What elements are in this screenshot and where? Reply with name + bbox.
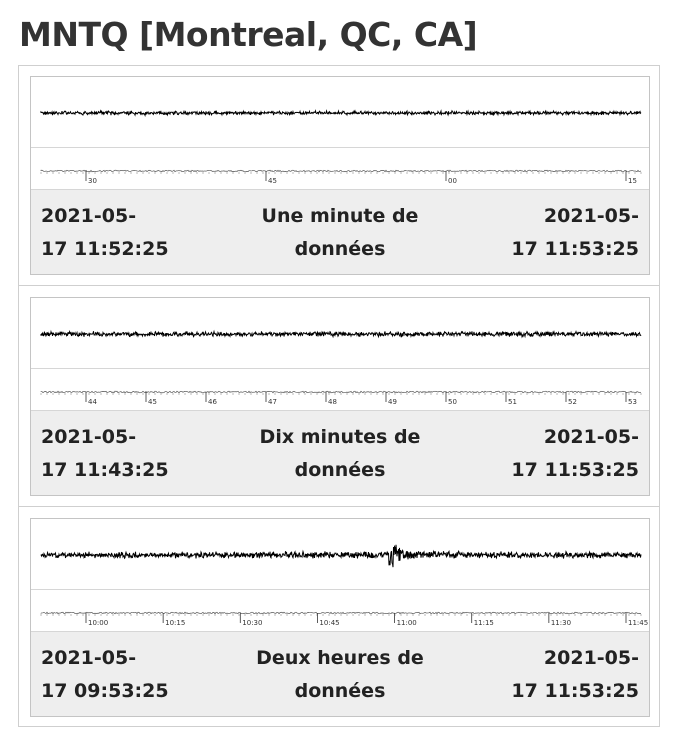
- tick-label: 10:00: [88, 619, 109, 627]
- duration-label: [231, 200, 449, 266]
- duration-label-line1: Dix minutes de: [259, 426, 421, 448]
- duration-label-line2: données: [294, 238, 386, 260]
- duration-label: [231, 642, 449, 708]
- start-clock: 17 11:43:25: [41, 459, 169, 481]
- tick-label: 51: [508, 398, 517, 406]
- seismogram-panel-two-hours: [19, 508, 659, 728]
- duration-label-line1: Deux heures de: [256, 647, 424, 669]
- end-time: [489, 200, 639, 266]
- tick-label: 44: [88, 398, 97, 406]
- seismogram-plot[interactable]: [31, 77, 649, 189]
- seismogram-card: [30, 297, 650, 496]
- seismogram-card: [30, 76, 650, 275]
- page-title: MNTQ [Montreal, QC, CA]: [19, 15, 478, 54]
- tick-label: 53: [628, 398, 637, 406]
- end-time: [489, 642, 639, 708]
- seismogram-plot[interactable]: [31, 519, 649, 631]
- start-date: 2021-05-: [41, 426, 137, 448]
- tick-label: 49: [388, 398, 397, 406]
- tick-label: 46: [208, 398, 217, 406]
- overview-strip: [41, 612, 641, 614]
- tick-label: 10:30: [242, 619, 263, 627]
- duration-label-line2: données: [294, 459, 386, 481]
- seismogram-plot[interactable]: [31, 298, 649, 410]
- start-time: [41, 421, 191, 487]
- end-clock: 17 11:53:25: [511, 459, 639, 481]
- duration-label: [231, 421, 449, 487]
- overview-strip: [41, 170, 641, 172]
- end-time: [489, 421, 639, 487]
- waveform-trace: [41, 331, 641, 337]
- seismogram-caption: [31, 410, 649, 495]
- tick-label: 52: [568, 398, 577, 406]
- duration-label-line1: Une minute de: [261, 205, 419, 227]
- plot-divider: [31, 589, 649, 590]
- start-clock: 17 09:53:25: [41, 680, 169, 702]
- tick-label: 10:45: [319, 619, 340, 627]
- tick-label: 50: [448, 398, 457, 406]
- start-date: 2021-05-: [41, 647, 137, 669]
- seismogram-panel-one-minute: [19, 66, 659, 286]
- plot-divider: [31, 147, 649, 148]
- plot-divider: [31, 368, 649, 369]
- waveform-chart: [31, 298, 649, 410]
- seismogram-list: [18, 65, 660, 727]
- seismogram-caption: [31, 189, 649, 274]
- tick-label: 11:30: [550, 619, 572, 627]
- start-clock: 17 11:52:25: [41, 238, 169, 260]
- end-date: 2021-05-: [543, 205, 639, 227]
- seismogram-caption: [31, 631, 649, 716]
- tick-label: 11:15: [473, 619, 494, 627]
- tick-label: 11:45: [628, 619, 649, 627]
- end-date: 2021-05-: [543, 647, 639, 669]
- end-clock: 17 11:53:25: [511, 238, 639, 260]
- tick-label: 45: [148, 398, 157, 406]
- tick-label: 11:00: [396, 619, 417, 627]
- start-date: 2021-05-: [41, 205, 137, 227]
- waveform-trace: [41, 545, 641, 567]
- tick-label: 10:15: [165, 619, 186, 627]
- end-clock: 17 11:53:25: [511, 680, 639, 702]
- start-time: [41, 200, 191, 266]
- tick-label: 00: [448, 177, 457, 185]
- tick-label: 47: [268, 398, 277, 406]
- seismogram-card: [30, 518, 650, 717]
- tick-label: 45: [268, 177, 277, 185]
- duration-label-line2: données: [294, 680, 386, 702]
- start-time: [41, 642, 191, 708]
- tick-label: 48: [328, 398, 337, 406]
- waveform-chart: [31, 519, 649, 631]
- waveform-chart: [31, 77, 649, 189]
- end-date: 2021-05-: [543, 426, 639, 448]
- tick-label: 30: [88, 177, 97, 185]
- tick-label: 15: [628, 177, 637, 185]
- seismogram-panel-ten-minutes: [19, 287, 659, 507]
- waveform-trace: [41, 111, 641, 115]
- overview-strip: [41, 391, 641, 393]
